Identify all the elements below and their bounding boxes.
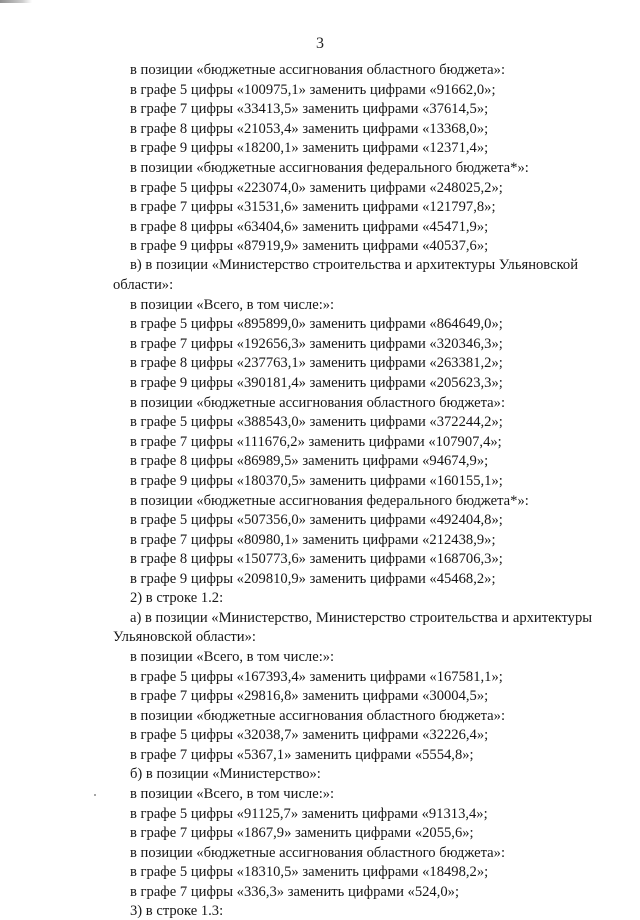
document-line: в графе 7 цифры «29816,8» заменить цифрами «30004,5»; xyxy=(130,688,489,704)
document-line: в графе 7 цифры «80980,1» заменить цифрами «212438,9»; xyxy=(130,532,496,548)
document-line: в позиции «бюджетные ассигнования областного бюджета»: xyxy=(130,708,505,724)
scan-edge-mark xyxy=(0,0,32,3)
document-line: в графе 9 цифры «87919,9» заменить цифрами «40537,6»; xyxy=(130,238,489,254)
document-line: в графе 7 цифры «33413,5» заменить цифрами «37614,5»; xyxy=(130,101,489,117)
document-line: в графе 8 цифры «21053,4» заменить цифрами «13368,0»; xyxy=(130,121,489,137)
document-line: в графе 8 цифры «237763,1» заменить цифрами «263381,2»; xyxy=(130,355,503,371)
document-line: в графе 9 цифры «180370,5» заменить цифрами «160155,1»; xyxy=(130,473,503,489)
document-line: в графе 5 цифры «167393,4» заменить цифрами «167581,1»; xyxy=(130,669,503,685)
document-line: в графе 9 цифры «390181,4» заменить цифрами «205623,3»; xyxy=(130,375,503,391)
document-line: в позиции «бюджетные ассигнования федерального бюджета*»: xyxy=(130,493,529,509)
document-line: 2) в строке 1.2: xyxy=(130,590,224,606)
document-line: в графе 5 цифры «388543,0» заменить цифрами «372244,2»; xyxy=(130,414,503,430)
document-line: в позиции «бюджетные ассигнования областного бюджета»: xyxy=(130,845,505,861)
document-line: в графе 8 цифры «63404,6» заменить цифрами «45471,9»; xyxy=(130,219,489,235)
document-line: в позиции «бюджетные ассигнования областного бюджета»: xyxy=(130,395,505,411)
document-line: в графе 9 цифры «209810,9» заменить цифрами «45468,2»; xyxy=(130,571,496,587)
document-line: в позиции «Всего, в том числе:»: xyxy=(130,297,335,313)
document-line: в позиции «Всего, в том числе:»: xyxy=(130,786,335,802)
document-line: в графе 7 цифры «336,3» заменить цифрами «524,0»; xyxy=(130,884,460,900)
document-line: Ульяновской области»: xyxy=(113,629,256,645)
document-line: в графе 5 цифры «223074,0» заменить цифрами «248025,2»; xyxy=(130,180,503,196)
document-line: б) в позиции «Министерство»: xyxy=(130,766,321,782)
document-line: области»: xyxy=(113,277,174,293)
document-line: в графе 7 цифры «1867,9» заменить цифрами «2055,6»; xyxy=(130,825,474,841)
document-line: в позиции «Всего, в том числе:»: xyxy=(130,649,335,665)
document-line: в графе 7 цифры «31531,6» заменить цифрами «121797,8»; xyxy=(130,199,496,215)
document-line: в графе 7 цифры «192656,3» заменить цифрами «320346,3»; xyxy=(130,336,503,352)
document-line: в графе 5 цифры «507356,0» заменить цифрами «492404,8»; xyxy=(130,512,503,528)
document-line: в графе 7 цифры «5367,1» заменить цифрами «5554,8»; xyxy=(130,747,474,763)
document-line: в) в позиции «Министерство строительства и архитектуры Ульяновской xyxy=(130,257,579,273)
page-number: 3 xyxy=(316,35,324,52)
document-line: 3) в строке 1.3: xyxy=(130,903,224,919)
document-line: в позиции «бюджетные ассигнования федерального бюджета*»: xyxy=(130,160,529,176)
document-line: в позиции «бюджетные ассигнования областного бюджета»: xyxy=(130,62,505,78)
document-line: в графе 5 цифры «18310,5» заменить цифрами «18498,2»; xyxy=(130,864,489,880)
document-line: в графе 5 цифры «895899,0» заменить цифрами «864649,0»; xyxy=(130,316,503,332)
document-line: а) в позиции «Министерство, Министерство строительства и архитектуры xyxy=(130,610,593,626)
document-line: в графе 5 цифры «100975,1» заменить цифрами «91662,0»; xyxy=(130,82,496,98)
document-line: в графе 5 цифры «32038,7» заменить цифрами «32226,4»; xyxy=(130,727,489,743)
document-line: в графе 5 цифры «91125,7» заменить цифрами «91313,4»; xyxy=(130,806,488,822)
scan-dot-artifact xyxy=(94,794,96,796)
document-line: в графе 8 цифры «86989,5» заменить цифрами «94674,9»; xyxy=(130,453,489,469)
document-line: в графе 8 цифры «150773,6» заменить цифрами «168706,3»; xyxy=(130,551,503,567)
document-line: в графе 9 цифры «18200,1» заменить цифрами «12371,4»; xyxy=(130,140,489,156)
document-line: в графе 7 цифры «111676,2» заменить цифрами «107907,4»; xyxy=(130,434,502,450)
